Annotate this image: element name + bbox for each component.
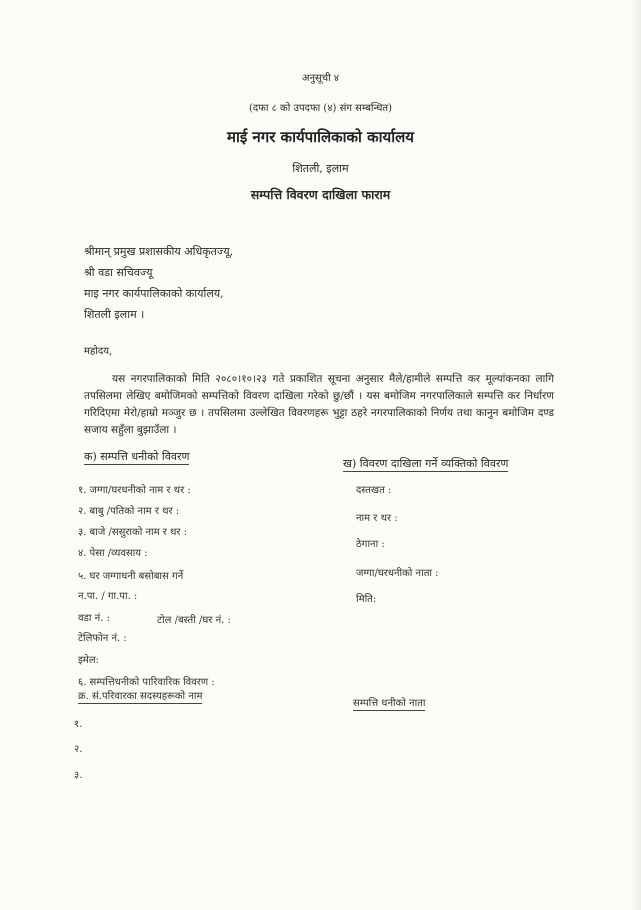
date-field[interactable]: मिति: [356,594,377,605]
father-name-field[interactable]: २. बाबु /पतिको नाम र थर : [78,506,180,517]
salutation: महोदय, [84,346,113,357]
applicant-name-field[interactable]: नाम र थर : [356,513,398,524]
section-b-heading-text: ख) विवरण दाखिला गर्ने व्यक्तिको विवरण [343,457,509,470]
municipality-field[interactable]: न.पा. / गा.पा. : [78,591,138,602]
body-paragraph: यस नगरपालिकाको मिति २०८०।१०।२३ गते प्रकाशित सूचना अनुसार मैले/हामीले सम्पत्ति कर मूल्यांकनका लागि तपसिलमा लेखिए बमोजिमको सम्पत्तिको विवरण दाखिला गरेको छु/छौं । यस बमोजिम नगरपालिकाले सम्पत्ति कर निर्धारण गरिदिएमा मेरो/हाम्रो मञ्जुर छ । तपसिलमा उल्लेखित विवरणहरू भुट्टा ठहरे नगरपालिकाको निर्णय तथा कानुन बमोजिम दण्ड सजाय सहुँला बुझाउँला । [84,373,554,436]
applicant-address-field[interactable]: ठेगाना : [356,539,385,550]
scan-edge-shadow [631,0,641,910]
section-reference: (दफा ८ को उपदफा (४) संग सम्बन्धित) [248,103,393,114]
residence-label: ५. घर जग्गाधनी बसोबास गर्ने [78,571,184,582]
occupation-field[interactable]: ४. पेसा /व्यवसाय : [78,548,148,559]
section-a-heading-text: क) सम्पत्ति धनीको विवरण [84,450,190,463]
address-line-1: श्रीमान् प्रमुख प्रशासकीय अधिकृतज्यू, [84,245,234,258]
office-title: माई नगर कार्यपालिकाको कार्यालय [226,128,415,146]
family-row-2[interactable]: २. [74,744,83,755]
owner-name-field[interactable]: १. जग्गा/घरधनीको नाम र थर : [78,485,191,496]
address-line-2: श्री वडा सचिवज्यू [84,266,153,279]
email-field[interactable]: इमेल: [78,655,100,666]
tole-field[interactable]: टोल /बस्ती /घर नं. : [157,615,231,626]
address-line-3: माइ नगर कार्यपालिकाको कार्यालय, [84,287,224,300]
family-heading: ६. सम्पत्तिधनीको पारिवारिक विवरण : [78,677,215,688]
section-a-heading [84,449,189,464]
phone-field[interactable]: टेलिफोन नं. : [78,633,127,644]
family-name-column [78,688,202,702]
form-title: सम्पत्ति विवरण दाखिला फाराम [250,187,391,202]
office-location: शितली, इलाम [292,162,349,175]
family-row-3[interactable]: ३. [74,770,83,781]
relation-column-text: सम्पत्ति धनीको नाता [353,698,426,709]
ward-field[interactable]: वडा नं. : [78,613,110,624]
relation-column [353,695,425,709]
grandfather-name-field[interactable]: ३. बाजे /ससुराको नाम र थर : [78,527,188,538]
signature-field[interactable]: दस्तखत : [356,485,392,496]
family-name-column-text: क्र. सं.परिवारका सदस्यहरूको नाम [78,691,203,702]
family-row-1[interactable]: १. [74,719,83,730]
section-b-heading [343,456,508,471]
address-line-4: शितली इलाम । [84,308,145,321]
schedule-label: अनुसूची ४ [301,73,340,84]
relation-field[interactable]: जग्गा/घरधनीको नाता : [356,568,439,579]
